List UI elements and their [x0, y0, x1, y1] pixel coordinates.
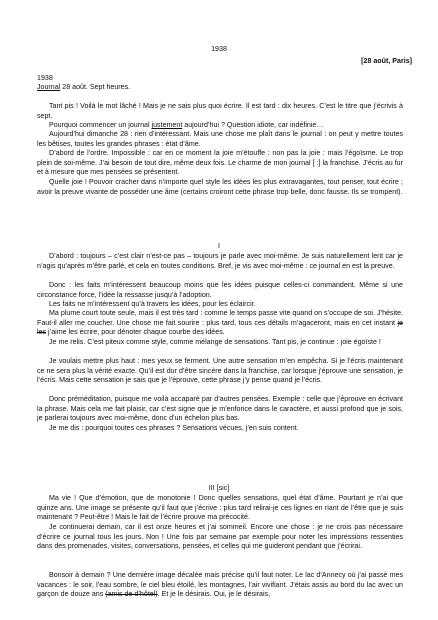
- paragraph-5: Quelle joie ! Pouvoir cracher dans n’importe quel style les idées les plus extravagantes, tout penser, tout écrire ; avoir la preuve vivante de posséder une âme (certains croiront cette phrase trop belle, donc fausse. Ils se trompent).: [37, 178, 403, 196]
- paragraph-12: Donc préméditation, puisque me voilà accaparé par d’autres pensées. Exemple : celle que j’éprouve en écrivant la phrase. Mais cela me fait plaisir, car c’est signe que je m’enfonce dans le caractère, et aussi profond que je sois, je parlerai toujours avec moi-même, donc d’un échelon plus bas.: [37, 395, 403, 423]
- paragraph-7: Donc : les faits m’intéressent beaucoup moins que les idées puisque celles-ci commandent. Même si une circonstance force, l’idée la ressasse jusqu’à l’adoption.: [37, 281, 403, 299]
- paragraph-4: D’abord de l’ordre. Impossible : car en ce moment la joie m’étouffe : non pas la joie : mais l’égoïsme. Le trop plein de soi-même. J’ai besoin de tout dire, même deux fois. Le charme de mon journal [ :] la franchise. J’écris au fur et à mesure que mes pensées se présentent.: [37, 149, 403, 177]
- paragraph-8: Les faits ne m’intéressent qu’à travers les idées, pour les éclaircir.: [49, 300, 256, 308]
- paragraph-6: D’abord : toujours – c’est clair n’est-ce pas – toujours je parle avec moi-même. Je suis naturellement lent car je n’agis qu’après m’être parlé, et cela en toutes conditions. Bref, je vis avec moi-même : ce journal en est la preuve.: [37, 252, 403, 270]
- section-heading-iii: III [sic]: [208, 484, 230, 492]
- paragraph-2: Pourquoi commencer un journal justement aujourd’hui ? Question idiote, car indéfinie…: [49, 121, 324, 129]
- entry-heading-journal: Journal: [37, 83, 61, 91]
- entry-heading: [37, 83, 130, 93]
- section-heading-i: I: [218, 242, 220, 250]
- paragraph-15: Je continuerai demain, car il est onze heures et j’ai sommeil. Encore une chose : je ne crois pas nécessaire d’écrire ce journal tous les jours. Non ! Une fois par semaine par exemple pour noter les impressions ressenties dans des promenades, visites, conversations, pensées, et celles qui me guideront pendant que j’écrirai.: [37, 523, 403, 551]
- paragraph-13: Je me dis : pourquoi toutes ces phrases ? Sensations vécues, j’en suis content.: [49, 424, 299, 432]
- entry-year: 1938: [37, 74, 53, 82]
- paragraph-9: Ma plume court toute seule, mais il est très tard : comme le temps passe vite quand on s’occupe de soi. J’hésite. Faut-il aller me coucher. Une chose me fait sourire : plus tard, tous ces détails m’agaceront, mais en cet instant je les j’aime les écrire, pour dénoter chaque courbe des idées.: [37, 309, 403, 337]
- paragraph-16: Bonsoir à demain ? Une dernière image décalée mais précise qu’il faut noter. Le lac d’Annecy où j’ai passé mes vacances : le soir, l’eau sombre, le ciel bleu étoilé, les montagnes, l’air vivifiant. J’étais assis au bord du lac avec un garçon de douze ans (amis de d’hôtel). Et je le désirais. Oui, je le désirais,: [37, 571, 403, 599]
- paragraph-1: Tant pis ! Voilà le mot lâché ! Mais je ne sais plus quoi écrire. Il est tard : dix heures. C’est le titre que j’écrivis à sept.: [37, 102, 403, 120]
- struck-text-amis-de-hotel: (amis de d’hôtel): [105, 590, 158, 599]
- page-place-date: [28 août, Paris]: [361, 57, 412, 65]
- paragraph-3: Aujourd’hui dimanche 28 : rien d’intéressant. Mais une chose me plaît dans le journal : on peut y mettre toutes les bêtises, toutes les grandes phrases : état d’âme.: [37, 130, 403, 148]
- paragraph-10: Je me relis. C’est piteux comme style, comme mélange de sensations. Tant pis, je continue : joie égoïste !: [49, 338, 381, 346]
- page-year: 1938: [211, 45, 227, 53]
- paragraph-11: Je voulais mettre plus haut : mes yeux se ferment. Une autre sensation m’en empêcha. Si je l’écris maintenant ce ne sera plus la vérité exacte. Qu’il est dur d’être sincère dans la franchise, car lorsque j’éprouve une sensation, je l’écris. Mais cette sensation je sais que je l’éprouve, cette phrase j’y pense quand je l’écris.: [37, 357, 403, 385]
- underlined-justement: justement: [151, 121, 183, 129]
- entry-heading-rest: 28 août. Sept heures.: [62, 83, 131, 91]
- paragraph-14: Ma vie ! Que d’émotion, que de monotonie ! Donc quelles sensations, quel état d’âme. Pourtant je n’ai que quinze ans. Une image se présente qu’il faut que j’écrive : plus tard relirai-je ces lignes en riant de l’être que je suis maintenant ? Peut-être ! Mais le fait de l’écrire prouve ma précocité.: [37, 494, 403, 522]
- struck-text-je-les: je les: [37, 318, 403, 337]
